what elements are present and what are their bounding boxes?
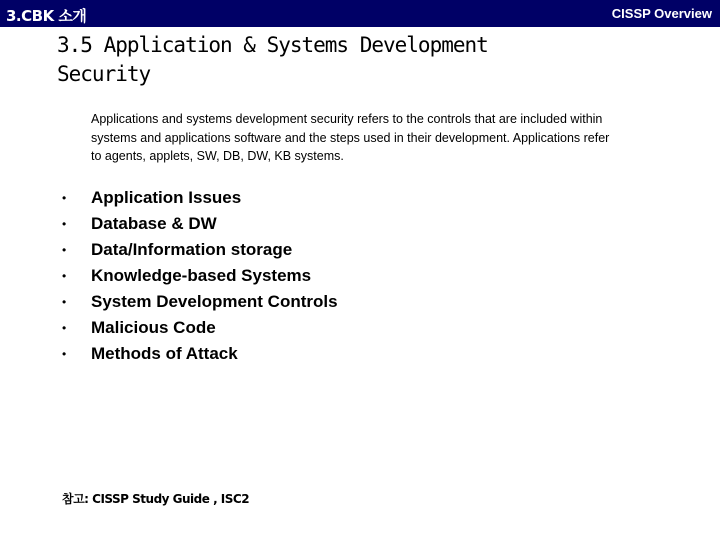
list-item-label: Methods of Attack [91, 344, 238, 363]
bullet-icon: • [62, 191, 67, 205]
list-item-label: Application Issues [91, 188, 242, 207]
bullet-icon: • [62, 321, 67, 335]
bullet-icon: • [62, 243, 67, 257]
slide-title: 3.5 Application & Systems Development Security [57, 33, 488, 86]
list-item-label: Knowledge-based Systems [91, 266, 312, 285]
list-item-label: Data/Information storage [91, 240, 293, 259]
list-item-label: Database & DW [91, 214, 217, 233]
bullet-icon: • [62, 217, 67, 231]
list-item-label: System Development Controls [91, 292, 338, 311]
bullet-icon: • [62, 347, 67, 361]
header-bar [0, 0, 720, 27]
intro-paragraph: Applications and systems development security refers to the controls that are included within systems and applications software and the steps used in their development. Applications refer to agents, applets, SW, DB, DW, KB systems. [91, 112, 610, 163]
list-item-label: Malicious Code [91, 318, 216, 337]
bullet-icon: • [62, 295, 67, 309]
section-title: 3.CBK 소개 [6, 7, 87, 25]
bullet-icon: • [62, 269, 67, 283]
course-title: CISSP Overview [611, 6, 712, 21]
reference-note: 참고: CISSP Study Guide , ISC2 [62, 492, 250, 506]
